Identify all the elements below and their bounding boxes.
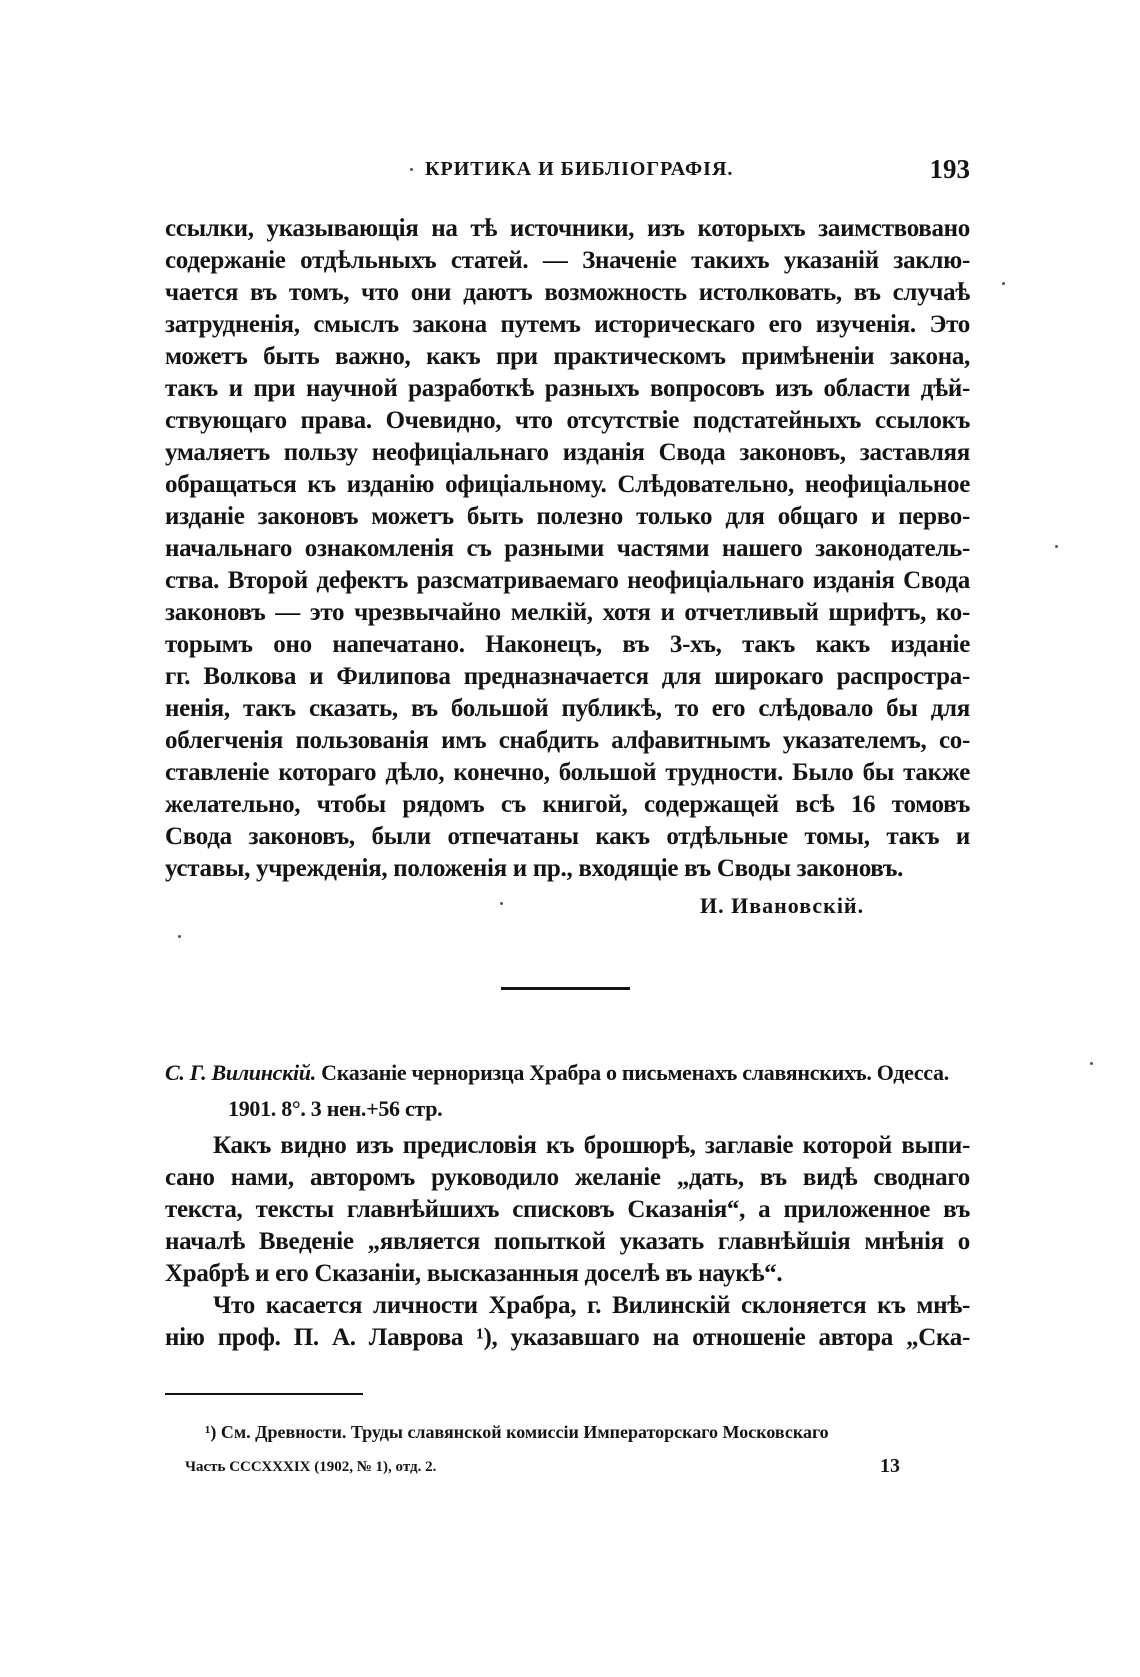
scan-speck [500, 902, 503, 905]
scan-speck [410, 168, 413, 171]
review-text-block [165, 1130, 970, 1354]
bib-author: С. Г. Вилинскій. [165, 1060, 316, 1085]
sheet-number: 13 [880, 1455, 900, 1477]
text-line: сано нами, авторомъ руководило желаніе „дать, въ видѣ своднаго [165, 1164, 970, 1191]
text-line: облегченія пользованія имъ снабдить алфавитнымъ указателемъ, со- [165, 727, 970, 754]
text-line: содержаніе отдѣльныхъ статей. — Значеніе такихъ указаній заклю- [165, 247, 970, 274]
scan-speck [1002, 282, 1005, 285]
volume-signature: Часть СССХXXIX (1902, № 1), отд. 2. [185, 1459, 437, 1475]
text-line: текста, тексты главнѣйшихъ списковъ Сказанія“, а приложенное въ [165, 1196, 970, 1223]
bibliographic-entry [165, 1055, 970, 1127]
reviewer-signature: И. Ивановскій. [700, 893, 865, 918]
text-line: законовъ — это чрезвычайно мелкій, хотя и отчетливый шрифтъ, ко- [165, 599, 970, 626]
text-line: гг. Волкова и Филипова предназначается для широкаго распростра- [165, 663, 970, 690]
text-line: уставы, учрежденія, положенія и пр., входящіе въ Своды законовъ. [165, 855, 904, 882]
scan-speck [1090, 1062, 1093, 1065]
bib-line-1 [165, 1055, 970, 1091]
text-line: Свода законовъ, были отпечатаны какъ отдѣльные томы, такъ и [165, 823, 970, 850]
text-line: Храбрѣ и его Сказаніи, высказанныя доселѣ въ наукѣ“. [165, 1260, 783, 1287]
footnote: ¹) См. Древности. Труды славянской комиссіи Императорскаго Московскаго [205, 1422, 829, 1442]
text-line: началѣ Введеніе „является попыткой указать главнѣйшія мнѣнія о [165, 1228, 970, 1255]
bib-title: Сказаніе черноризца Храбра о письменахъ славянскихъ. Одесса. [315, 1060, 949, 1085]
main-text-block [165, 213, 970, 885]
page-header [165, 150, 970, 190]
text-line: ссылки, указывающія на тѣ источники, изъ которыхъ заимствовано [165, 215, 970, 242]
text-line: торымъ оно напечатано. Наконецъ, въ 3-хъ, такъ какъ изданіе [165, 631, 970, 658]
text-line: Какъ видно изъ предисловія къ брошюрѣ, заглавіе которой выпи- [213, 1132, 970, 1159]
text-line: нію проф. П. А. Лаврова ¹), указавшаго на отношеніе автора „Ска- [165, 1324, 970, 1351]
scan-speck [178, 935, 181, 938]
text-line: желательно, чтобы рядомъ съ книгой, содержащей всѣ 16 томовъ [165, 791, 970, 818]
scan-speck [1055, 545, 1058, 548]
bib-line-2: 1901. 8°. 3 нен.+56 стр. [228, 1096, 443, 1121]
text-line: такъ и при научной разработкѣ разныхъ вопросовъ изъ области дѣй- [165, 375, 970, 402]
section-divider [501, 987, 630, 990]
text-line: можетъ быть важно, какъ при практическомъ примѣненіи закона, [165, 343, 970, 370]
text-line: ствующаго права. Очевидно, что отсутствіе подстатейныхъ ссылокъ [165, 407, 970, 434]
text-line: затрудненія, смыслъ закона путемъ историческаго его изученія. Это [165, 311, 970, 338]
page-footer [185, 1455, 970, 1485]
text-line: ства. Второй дефектъ разсматриваемаго неофиціальнаго изданія Свода [165, 567, 970, 594]
text-line: ненія, такъ сказать, въ большой публикѣ, то его слѣдовало бы для [165, 695, 970, 722]
running-head: КРИТИКА И БИБЛІОГРАФІЯ. [425, 158, 734, 180]
text-line: ставленіе котораго дѣло, конечно, большой трудности. Было бы также [165, 759, 970, 786]
text-line: умаляетъ пользу неофиціальнаго изданія Свода законовъ, заставляя [165, 439, 970, 466]
footnote-rule [165, 1393, 363, 1395]
text-line: изданіе законовъ можетъ быть полезно только для общаго и перво- [165, 503, 970, 530]
text-line: начальнаго ознакомленія съ разными частями нашего законодатель- [165, 535, 970, 562]
text-line: Что касается личности Храбра, г. Вилинскій склоняется къ мнѣ- [213, 1292, 970, 1319]
text-line: обращаться къ изданію офиціальному. Слѣдовательно, неофиціальное [165, 471, 970, 498]
text-line: чается въ томъ, что они даютъ возможность истолковать, въ случаѣ [165, 279, 970, 306]
page-number: 193 [929, 154, 970, 184]
